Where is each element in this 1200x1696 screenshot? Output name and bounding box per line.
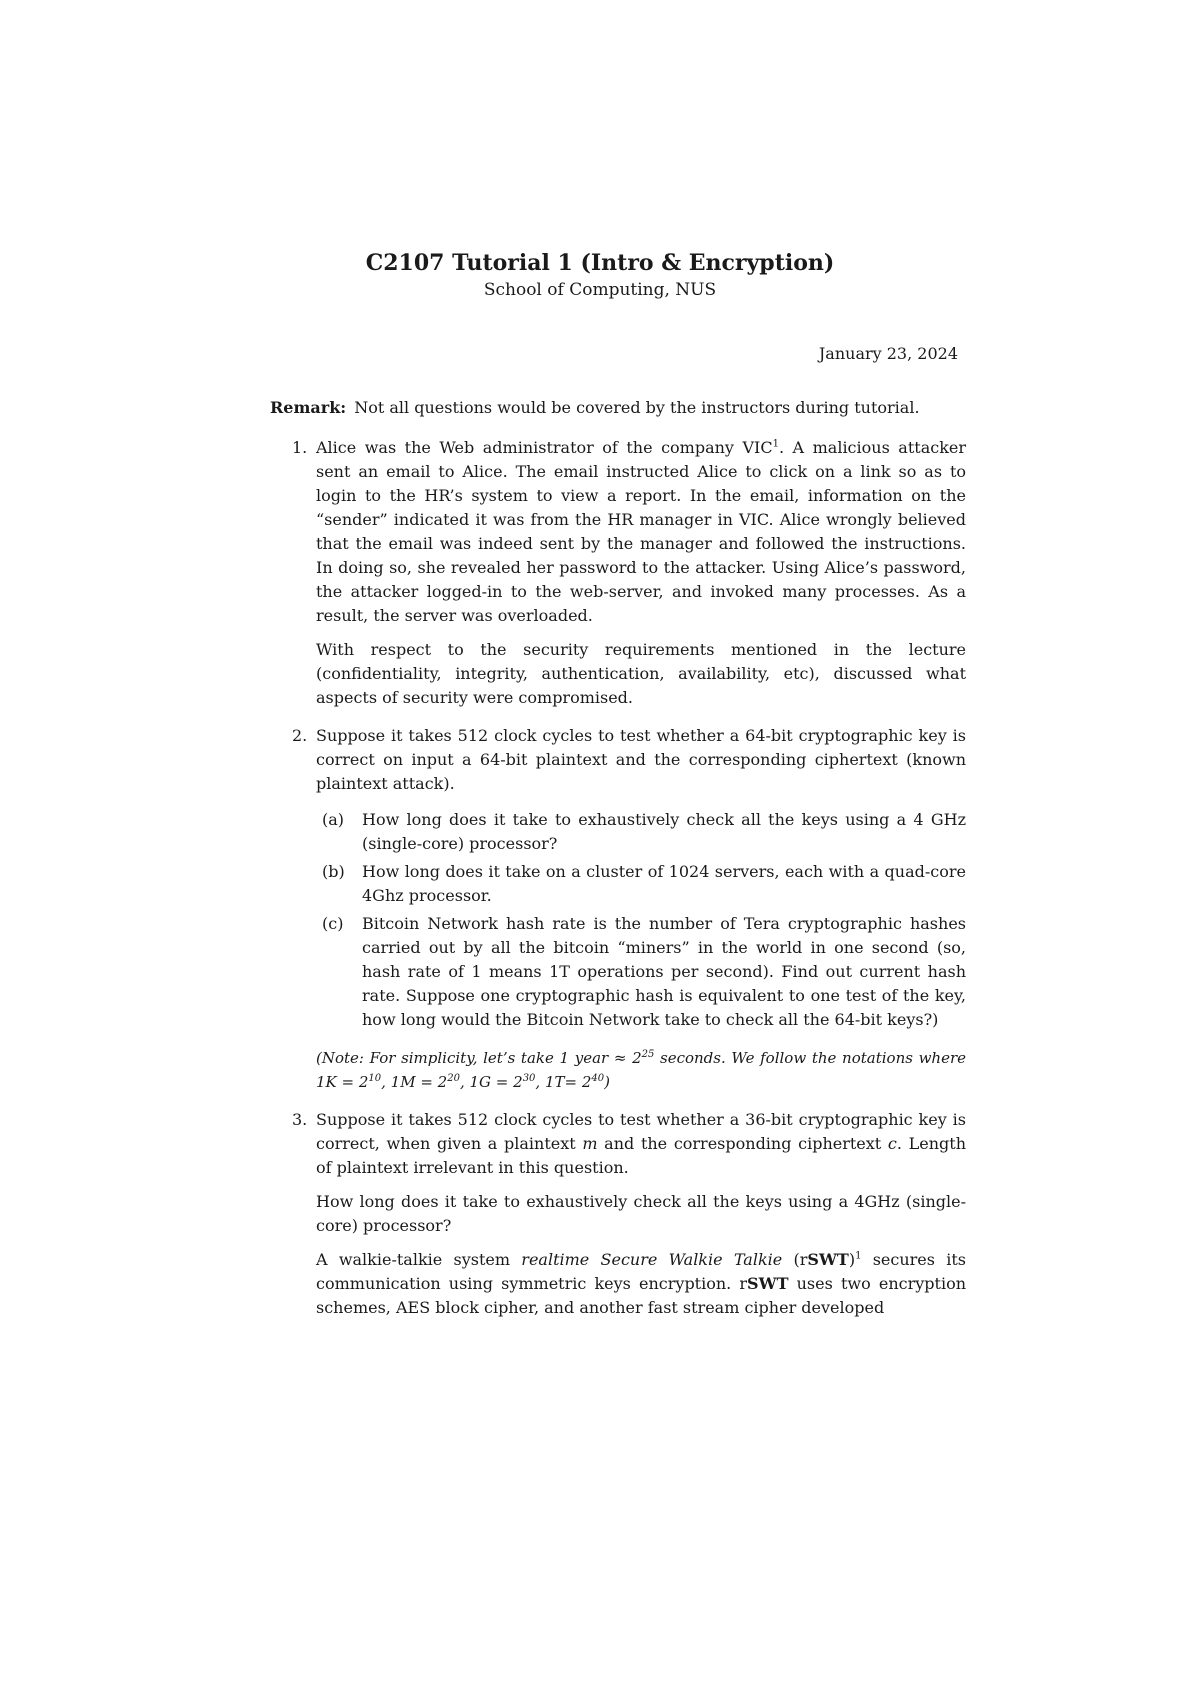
- question-2-intro: Suppose it takes 512 clock cycles to test whether a 64-bit cryptographic key is correct on input a 64-bit plaintext and the corresponding ciphertext (known plaintext attack).: [316, 726, 966, 793]
- subquestion-label: (b): [322, 862, 345, 881]
- math-var-m: m: [582, 1134, 598, 1153]
- note-exponent: 40: [591, 1073, 605, 1084]
- subquestion-label: (c): [322, 914, 344, 933]
- remark: [270, 396, 966, 420]
- subquestion-text: How long does it take on a cluster of 1024 servers, each with a quad-core 4Ghz processor.: [362, 862, 966, 905]
- scenario-text: A walkie-talkie system: [316, 1250, 522, 1269]
- note-text: ): [604, 1073, 610, 1091]
- note-exponent: 20: [447, 1073, 460, 1084]
- subquestion-text: Bitcoin Network hash rate is the number of Tera cryptographic hashes carried out by all the bitcoin “miners” in the world in one second (so, hash rate of 1 means 1T operations per second). Find out current hash rate. Suppose one cryptographic hash is equivalent to one test of the key, how long would the Bitcoin Network take to check all the 64-bit keys?): [362, 914, 966, 1029]
- document-subtitle: School of Computing, NUS: [483, 280, 717, 300]
- note-exponent: 10: [368, 1073, 382, 1084]
- note-text: (Note: For simplicity, let’s take 1 year ≈ 2: [316, 1049, 642, 1067]
- question-number: 3.: [292, 1110, 308, 1129]
- question-3-text: [316, 1108, 966, 1180]
- document-title: C2107 Tutorial 1 (Intro & Encryption): [365, 250, 835, 276]
- note-text: , 1M = 2: [381, 1073, 448, 1091]
- question-3-text-a: Suppose it takes 512 clock cycles to test whether a 36-bit cryptographic key is correct, when given a plaintext: [316, 1110, 966, 1153]
- question-3: [270, 1108, 966, 1320]
- question-1-text-b: . A malicious attacker sent an email to Alice. The email instructed Alice to click on a link so as to login to the HR’s system to view a report. In the email, information on the “sender” indicated it was from the HR manager in VIC. Alice wrongly believed that the email was indeed sent by the manager and followed the instructions. In doing so, she revealed her password to the attacker. Using Alice’s password, the attacker logged-in to the web-server, and invoked many processes. As a result, the server was overloaded.: [316, 438, 966, 625]
- scenario-text: ): [848, 1250, 856, 1269]
- footnote-marker: 1: [772, 438, 779, 450]
- note-text: seconds. We follow the notations where 1K = 2: [316, 1049, 967, 1091]
- scenario-text: uses two encryption schemes, AES block cipher, and another fast stream cipher developed: [316, 1274, 967, 1317]
- question-1: [270, 436, 966, 710]
- document-body: [270, 396, 966, 1334]
- document-date: January 23, 2024: [818, 344, 958, 363]
- subquestion-text: How long does it take to exhaustively check all the keys using a 4 GHz (single-core) processor?: [362, 810, 966, 853]
- question-1-prompt: With respect to the security requirements mentioned in the lecture (confidentiality, integrity, authentication, availability, etc), discussed what aspects of security were compromised.: [316, 640, 966, 707]
- question-number: 2.: [292, 726, 308, 745]
- remark-text: Not all questions would be covered by the instructors during tutorial.: [354, 398, 920, 417]
- question-number: 1.: [292, 438, 308, 457]
- math-var-c: c: [887, 1134, 897, 1153]
- system-abbrev: SWT: [807, 1250, 849, 1269]
- question-1-text-a: Alice was the Web administrator of the company VIC: [316, 438, 773, 457]
- question-3-text-c: . Length of plaintext irrelevant in this question.: [316, 1134, 967, 1177]
- scenario-text: secures its communication using symmetric keys encryption. r: [316, 1250, 967, 1293]
- question-3-scenario: [316, 1248, 966, 1320]
- note-exponent: 25: [641, 1049, 655, 1060]
- scenario-text: (r: [782, 1250, 808, 1269]
- question-2: [270, 724, 966, 1094]
- subquestion-label: (a): [322, 810, 345, 829]
- footnote-marker: 1: [855, 1250, 862, 1262]
- document-header: [0, 248, 1200, 302]
- question-2-note: [316, 1046, 966, 1094]
- system-name: realtime Secure Walkie Talkie: [521, 1250, 783, 1269]
- question-3-prompt: How long does it take to exhaustively check all the keys using a 4GHz (single-core) processor?: [316, 1192, 966, 1235]
- subquestion-b: [316, 860, 966, 908]
- note-exponent: 30: [522, 1073, 536, 1084]
- question-1-text: [316, 436, 966, 628]
- note-text: , 1G = 2: [459, 1073, 523, 1091]
- note-text: , 1T= 2: [535, 1073, 592, 1091]
- remark-label: Remark:: [270, 398, 347, 417]
- system-abbrev: SWT: [747, 1274, 789, 1293]
- subquestion-a: [316, 808, 966, 856]
- subquestion-list: [316, 808, 966, 1032]
- question-list: [270, 436, 966, 1320]
- subquestion-c: [316, 912, 966, 1032]
- question-3-text-b: and the corresponding ciphertext: [597, 1134, 888, 1153]
